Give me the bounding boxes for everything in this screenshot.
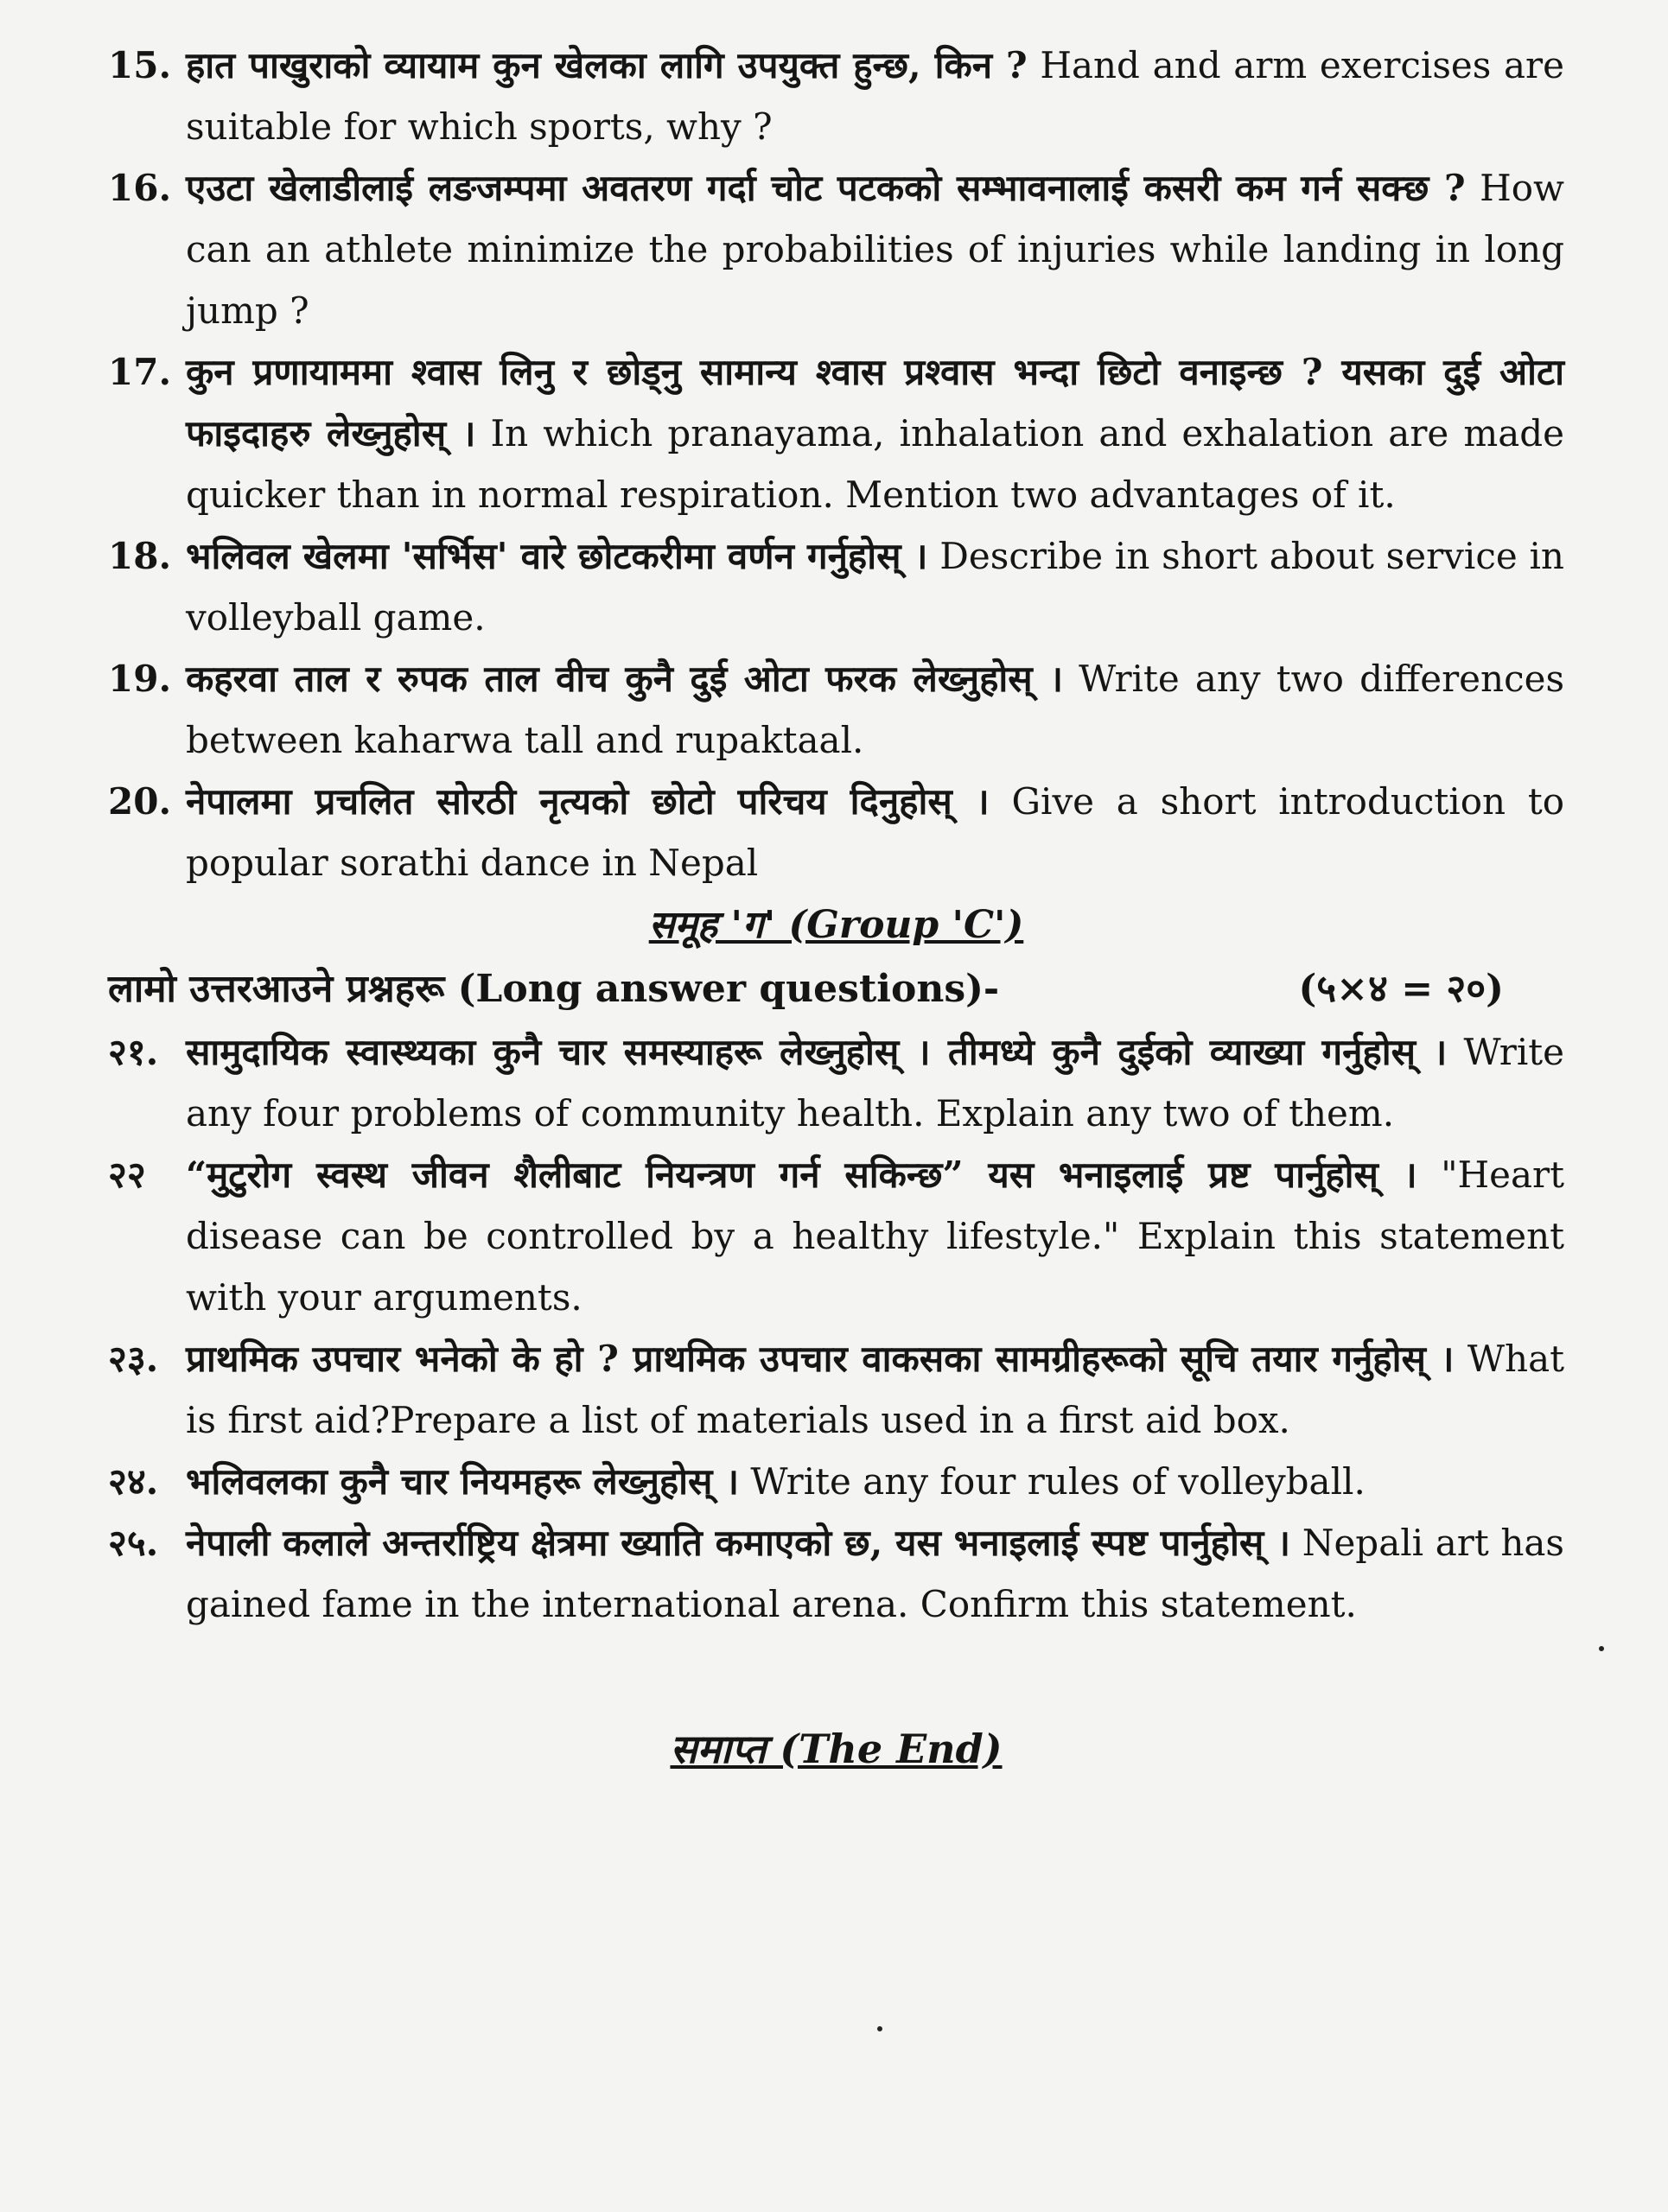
end-marker: समाप्त (The End) [670, 1726, 1003, 1772]
question-text-nepali: एउटा खेलाडीलाई लङजम्पमा अवतरण गर्दा चोट पटकको सम्भावनालाई कसरी कम गर्न सक्छ ? [186, 167, 1466, 209]
section-title: लामो उत्तरआउने प्रश्नहरू (Long answer questions)- [108, 967, 1000, 1011]
question-20 [108, 771, 1564, 893]
question-text-nepali: भलिवल खेलमा 'सर्भिस' वारे छोटकरीमा वर्णन गर्नुहोस् । [186, 535, 928, 577]
question-number: 15. [108, 44, 172, 86]
question-text-english: In which pranayama, inhalation and exhalation are made quicker than in normal respiration. Mention two advantages of it. [186, 412, 1564, 516]
scan-speck [877, 2026, 882, 2031]
question-text-nepali: नेपाली कलाले अन्तर्राष्ट्रिय क्षेत्रमा ख्याति कमाएको छ, यस भनाइलाई स्पष्ट पार्नुहोस् । [186, 1522, 1291, 1564]
question-text-english: Give a short introduction to popular sorathi dance in Nepal [186, 780, 1564, 884]
question-text-english: Write any two differences between kaharwa tall and rupaktaal. [186, 658, 1564, 761]
section-header [108, 957, 1564, 1021]
question-text-english: Hand and arm exercises are suitable for which sports, why ? [186, 44, 1564, 148]
question-text-nepali: कहरवा ताल र रुपक ताल वीच कुनै दुई ओटा फरक लेख्नुहोस् । [186, 658, 1063, 700]
question-number: २२ [108, 1154, 146, 1196]
question-number: २४. [108, 1460, 159, 1503]
question-number: २५. [108, 1522, 159, 1564]
question-21 [108, 1021, 1564, 1144]
scan-speck [1599, 1646, 1604, 1651]
group-c-heading: समूह 'ग' (Group 'C') [648, 903, 1024, 947]
question-number: २१. [108, 1031, 159, 1073]
question-17 [108, 341, 1564, 525]
question-text-english: Nepali art has gained fame in the international arena. Confirm this statement. [186, 1522, 1564, 1625]
section-marks: (५×४ = २०) [1298, 967, 1504, 1011]
question-text-nepali: भलिवलका कुनै चार नियमहरू लेख्नुहोस् । [186, 1460, 739, 1503]
questions-group-c [108, 1021, 1564, 1635]
question-25 [108, 1512, 1564, 1635]
question-23 [108, 1328, 1564, 1451]
question-22 [108, 1144, 1564, 1328]
question-number: 17. [108, 351, 172, 393]
question-text-nepali: नेपालमा प्रचलित सोरठी नृत्यको छोटो परिचय दिनुहोस् । [186, 780, 990, 823]
question-text-english: "Heart disease can be controlled by a healthy lifestyle." Explain this statement with your arguments. [186, 1154, 1564, 1319]
questions-group-b [108, 35, 1564, 893]
question-24 [108, 1451, 1564, 1512]
question-text-nepali: कुन प्रणायाममा श्वास लिनु र छोड्नु सामान्य श्वास प्रश्वास भन्दा छिटो वनाइन्छ ? यसका दुई ओटा फाइदाहरु लेख्नुहोस् । [186, 351, 1564, 454]
question-number: 18. [108, 535, 172, 577]
question-text-english: Write any four rules of volleyball. [750, 1460, 1366, 1503]
question-text-nepali: प्राथमिक उपचार भनेको के हो ? प्राथमिक उपचार वाकसका सामग्रीहरूको सूचि तयार गर्नुहोस् । [186, 1338, 1455, 1380]
question-number: 19. [108, 658, 172, 700]
question-text-nepali: सामुदायिक स्वास्थ्यका कुनै चार समस्याहरू लेख्नुहोस् । तीमध्ये कुनै दुईको व्याख्या गर्नुहोस् । [186, 1031, 1448, 1073]
question-15 [108, 35, 1564, 157]
question-number: २३. [108, 1338, 159, 1380]
question-number: 20. [108, 780, 172, 823]
question-number: 16. [108, 167, 172, 209]
question-text-english: How can an athlete minimize the probabilities of injuries while landing in long jump ? [186, 167, 1564, 332]
question-text-english: What is first aid?Prepare a list of materials used in a first aid box. [186, 1338, 1564, 1441]
question-text-english: Write any four problems of community health. Explain any two of them. [186, 1031, 1564, 1135]
question-text-nepali: हात पाखुराको व्यायाम कुन खेलका लागि उपयुक्त हुन्छ, किन ? [186, 44, 1028, 86]
question-18 [108, 525, 1564, 648]
question-16 [108, 157, 1564, 341]
question-text-english: Describe in short about service in volleyball game. [186, 535, 1564, 639]
question-text-nepali: “मुटुरोग स्वस्थ जीवन शैलीबाट नियन्त्रण गर्न सकिन्छ” यस भनाइलाई प्रष्ट पार्नुहोस् । [186, 1154, 1417, 1196]
question-19 [108, 648, 1564, 771]
